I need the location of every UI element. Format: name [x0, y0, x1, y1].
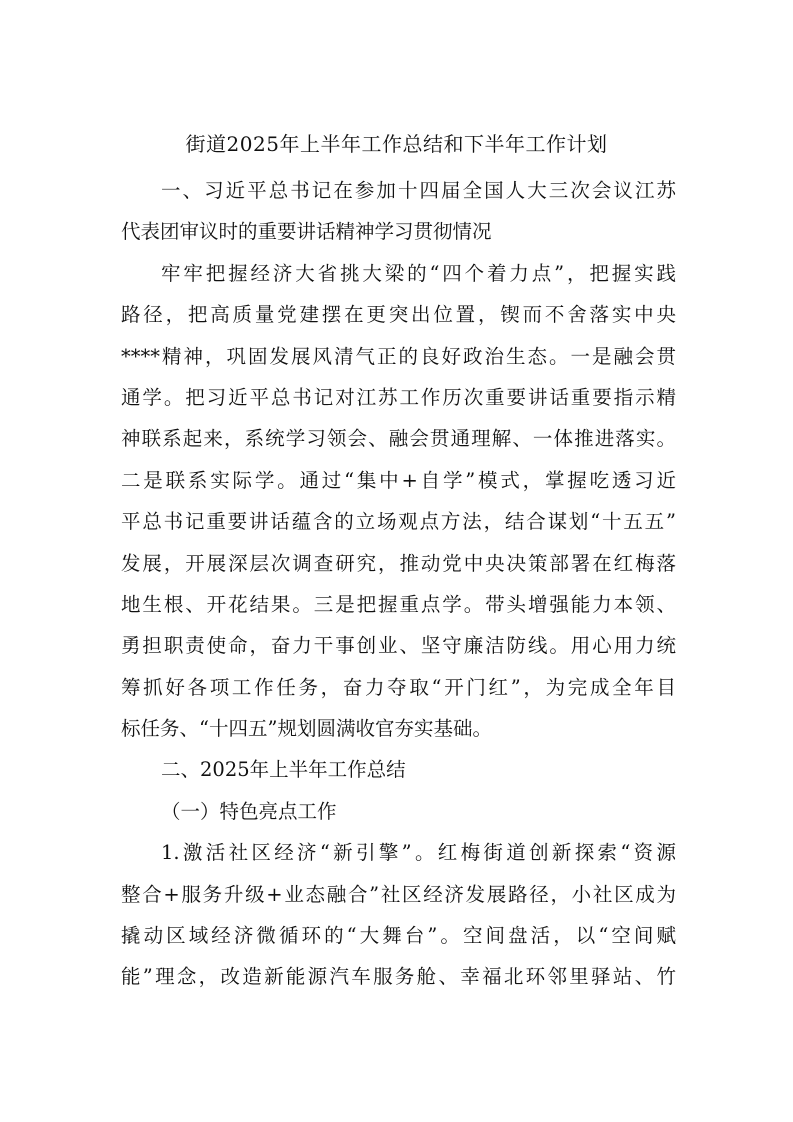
section-heading: 二、2025年上半年工作总结 — [161, 758, 406, 782]
paragraph-line: 撬动区域经济微循环的“大舞台”。空间盘活，以“空间赋 — [121, 924, 676, 948]
paragraph-line: 牢牢把握经济大省挑大梁的“四个着力点”，把握实践 — [161, 261, 676, 285]
paragraph-line: 地生根、开花结果。三是把握重点学。带头增强能力本领、 — [121, 592, 676, 616]
paragraph-line: 路径，把高质量党建摆在更突出位置，锲而不舍落实中央 — [121, 303, 676, 327]
paragraph-line: ****精神，巩固发展风清气正的良好政治生态。一是融会贯 — [121, 344, 676, 368]
paragraph-line: 整合+服务升级+业态融合”社区经济发展路径，小社区成为 — [121, 882, 676, 906]
paragraph-line: 筹抓好各项工作任务，奋力夺取“开门红”，为完成全年目 — [121, 675, 676, 699]
paragraph-line: 二是联系实际学。通过“集中+自学”模式，掌握吃透习近 — [121, 468, 676, 492]
paragraph-line: 勇担职责使命，奋力干事创业、坚守廉洁防线。用心用力统 — [121, 634, 676, 658]
paragraph-line: 发展，开展深层次调查研究，推动党中央决策部署在红梅落 — [121, 551, 676, 575]
paragraph-line: 通学。把习近平总书记对江苏工作历次重要讲话重要指示精 — [121, 385, 676, 409]
document-body — [121, 170, 676, 998]
paragraph-line: 平总书记重要讲话蕴含的立场观点方法，结合谋划“十五五” — [121, 510, 676, 534]
document-title: 街道2025年上半年工作总结和下半年工作计划 — [185, 132, 608, 156]
paragraph-line: 神联系起来，系统学习领会、融会贯通理解、一体推进落实。 — [121, 427, 676, 451]
subsection-heading: （一）特色亮点工作 — [161, 799, 337, 823]
paragraph-line: 标任务、“十四五”规划圆满收官夯实基础。 — [121, 717, 492, 741]
section-heading-line: 一、习近平总书记在参加十四届全国人大三次会议江苏 — [161, 179, 676, 202]
section-heading-line: 代表团审议时的重要讲话精神学习贯彻情况 — [121, 220, 492, 244]
paragraph-line: 能”理念，改造新能源汽车服务舱、幸福北环邻里驿站、竹 — [121, 965, 676, 989]
paragraph-line: 1.激活社区经济“新引擎”。红梅街道创新探索“资源 — [161, 841, 676, 865]
